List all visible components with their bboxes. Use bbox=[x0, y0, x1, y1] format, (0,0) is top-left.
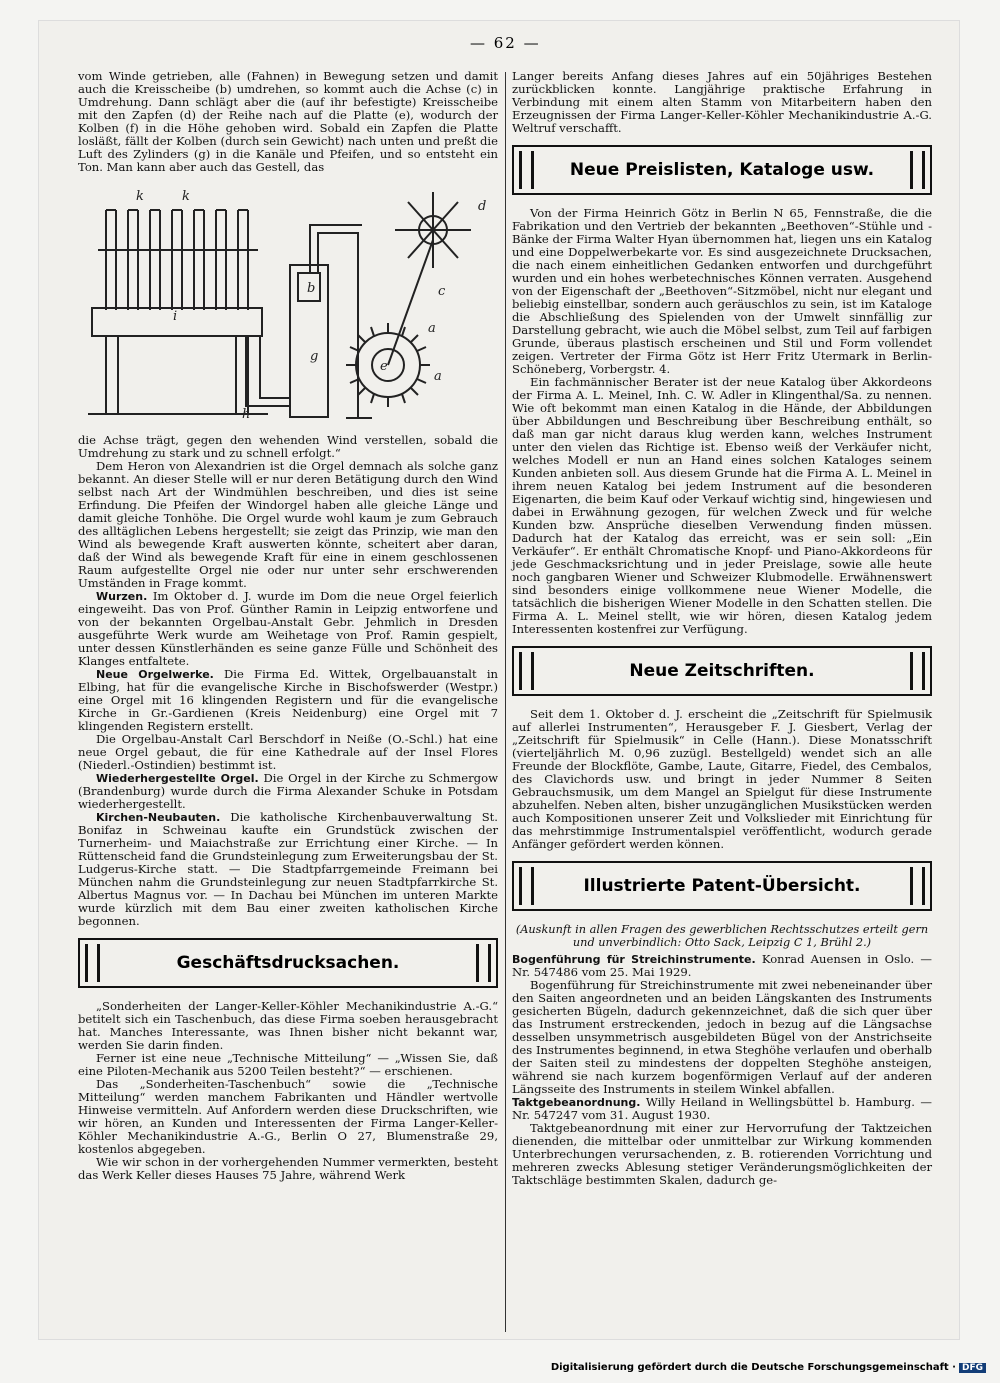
footer-credit bbox=[551, 1362, 986, 1373]
paragraph: Von der Firma Heinrich Götz in Berlin N 65, Fennstraße, die die Fabrikation und den Vertrieb der bekannten „Beethoven“-Stühle und -Bänke der Firma Walter Hyan übernommen hat, liegen uns ein Katalog und eine Doppelwerbekarte vor. Es sind ausgezeichnete Drucksachen, die nach einem einheitlichen Gedanken entworfen und durchgeführt wurden und ein hohes werbetechnisches Können verraten. Ausgehend von der Eigenschaft der „Beethoven“-Sitzmöbel, nicht nur elegant und beliebig einstellbar, sondern auch geräuschlos zu sein, ist im Kataloge die Abschließung des Spielenden von der Umwelt sinnfällig zur Darstellung gebracht, wie auch die Möbel selbst, zum Teil auf farbigen Grunde, überaus plastisch erscheinen und Stil und Form vollendet zeigen. Vertreter der Firma Götz ist Herr Fritz Utermark in Berlin-Schöneberg, Vorbergstr. 4. bbox=[512, 206, 932, 376]
paragraph-text: Die Firma Ed. Wittek, Orgelbauanstalt in Elbing, hat für die evangelische Kirche in Bischofswerder (Westpr.) eine Orgel mit 16 klingenden Registern und für die evangelische Kirche in Gr.-Gardienen (Kreis Neidenburg) eine Orgel mit 7 klingenden Registern erstellt. bbox=[78, 667, 498, 733]
paragraph-text: Die katholische Kirchenbauverwaltung St. Bonifaz in Schweinau kaufte ein Grundstück zwischen der Turnerheim- und Maiachstraße zur Errichtung einer Kirche. — In Rüttenscheid fand die Grundsteinlegung zum Erweiterungsbau der St. Ludgerus-Kirche statt. — Die Stadtpfarrgemeinde Freimann bei München nahm die Grundsteinlegung zur neuen Stadtpfarrkirche St. Albertus Magnus vor. — In Dachau bei München im unteren Markte wurde kürzlich mit dem Bau einer zweiten katholischen Kirche begonnen. bbox=[78, 810, 498, 928]
paragraph: Bogenführung für Streichinstrumente mit zwei nebeneinander über den Saiten angeordneten und an beiden Längskanten des Instruments gesicherten Bügeln, dadurch gekennzeichnet, daß die sich quer über das Instrument erstreckenden, jedoch in bezug auf die Längsachse desselben unsymmetrisch ausgebildeten Bügel von der Anstrichseite des Instrumentes beginnend, in etwa Steghöhe verlaufen und oberhalb der Saiten steil zu mindestens der doppelten Steghöhe ansteigen, während sie nach kurzem bogenförmigen Verlauf auf der anderen Längsseite des Instruments in steilem Winkel abfallen. bbox=[512, 978, 932, 1096]
section-header-box bbox=[512, 646, 932, 696]
fig-label-k1: k bbox=[136, 189, 144, 204]
dfg-logo: DFG bbox=[959, 1363, 986, 1373]
section-header-box bbox=[512, 145, 932, 195]
paragraph: Langer bereits Anfang dieses Jahres auf ein 50jähriges Bestehen zurückblicken konnte. Langjährige praktische Erfahrung in Verbindung mit einem alten Stamm von Mitarbeitern haben den Erzeugnissen der Firma Langer-Keller-Köhler Mechanikindustrie A.-G. Weltruf verschafft. bbox=[512, 69, 932, 135]
paragraph bbox=[78, 772, 498, 811]
section-title: Illustrierte Patent-Übersicht. bbox=[583, 876, 861, 896]
paragraph: Wie wir schon in der vorhergehenden Nummer vermerkten, besteht das Werk Keller dieses Hauses 75 Jahre, während Werk bbox=[78, 1155, 498, 1182]
paragraph: Taktgebeanordnung mit einer zur Hervorrufung der Taktzeichen dienenden, die mittelbar oder unmittelbar zur Wirkung kommenden Unterbrechungen verursachenden, z. B. rotierenden Vorrichtung und mehreren zwecks Ablesung stetiger Veränderungsmöglichkeiten der Taktschläge bestimmten Skalen, dadurch ge- bbox=[512, 1121, 932, 1187]
paragraph bbox=[78, 590, 498, 668]
paragraph-text: Im Oktober d. J. wurde im Dom die neue Orgel feierlich eingeweiht. Das von Prof. Günther Ramin in Leipzig entworfene und von der bekannten Orgelbau-Anstalt Gebr. Jehmlich in Dresden ausgeführte Werk wurde am Weihetage von Prof. Ramin gespielt, unter dessen Künstlerhänden es seine ganze Fülle und Schönheit des Klanges entfaltete. bbox=[78, 589, 498, 668]
run-in-heading: Kirchen-Neubauten. bbox=[96, 811, 221, 824]
paragraph: Ferner ist eine neue „Technische Mitteilung“ — „Wissen Sie, daß eine Piloten-Mechanik aus 5200 Teilen besteht?“ — erschienen. bbox=[78, 1051, 498, 1078]
paragraph: Seit dem 1. Oktober d. J. erscheint die „Zeitschrift für Spielmusik auf allerlei Instrumenten“, Herausgeber F. J. Giesbert, Verlag der „Zeitschrift für Spielmusik“ in Celle (Hann.). Diese Monatsschrift (vierteljährlich M. 0,96 zuzügl. Bestellgeld) wendet sich an alle Freunde der Blockflöte, Gambe, Laute, Gitarre, Fiedel, des Cembalos, des Clavichords usw. und bringt in jeder Nummer 8 Seiten Gebrauchsmusik, um dem Mangel an Spielgut für diese Instrumente abzuhelfen. Neben alten, bisher unzugänglichen Musikstücken werden auch Kompositionen unserer Zeit und Volkslieder mit Einrichtung für das mehrstimmige Instrumentalspiel veröffentlicht, wodurch gerade Anfänger gefördert werden können. bbox=[512, 707, 932, 851]
run-in-heading: Neue Orgelwerke. bbox=[96, 668, 214, 681]
paragraph: Die Orgelbau-Anstalt Carl Berschdorf in Neiße (O.-Schl.) hat eine neue Orgel gebaut, die für eine Kathedrale auf der Insel Flores (Niederl.-Ostindien) bestimmt ist. bbox=[78, 732, 498, 772]
section-title: Neue Zeitschriften. bbox=[629, 661, 815, 681]
paragraph: die Achse trägt, gegen den wehenden Wind verstellen, sobald die Umdrehung zu stark und zu schnell erfolgt.“ bbox=[78, 433, 498, 460]
run-in-heading: Taktgebeanordnung. bbox=[512, 1096, 641, 1109]
fig-label-i: i bbox=[173, 309, 178, 324]
footer-text: Digitalisierung gefördert durch die Deutsche Forschungsgemeinschaft · bbox=[550, 1362, 956, 1373]
patent-meta: Konrad Auensen in Oslo. — Nr. 547486 vom 25. Mai 1929. bbox=[512, 952, 932, 979]
right-column bbox=[512, 70, 932, 1187]
fig-label-h: h bbox=[242, 407, 251, 422]
fig-label-k2: k bbox=[182, 189, 190, 204]
fig-label-e: e bbox=[380, 359, 388, 374]
left-column bbox=[78, 70, 498, 1182]
section-header-box bbox=[78, 938, 498, 988]
run-in-heading: Wiederhergestellte Orgel. bbox=[96, 772, 259, 785]
paragraph-text: Die Orgel in der Kirche zu Schmergow (Brandenburg) wurde durch die Firma Alexander Schuke in Potsdam wiederhergestellt. bbox=[78, 771, 498, 811]
column-divider bbox=[505, 72, 506, 1332]
paragraph: Dem Heron von Alexandrien ist die Orgel demnach als solche ganz bekannt. An dieser Stelle will er nur deren Betätigung durch den Wind selbst nach Art der Windmühlen beschreiben, und dies ist seine Erfindung. Die Pfeifen der Windorgel haben alle gleiche Länge und damit gleiche Tonhöhe. Die Orgel wurde wohl kaum je zum Gebrauch des alltäglichen Lebens hergestellt; sie zeigt das Prinzip, wie man den Wind als bewegende Kraft auswerten könnte, scheitert aber daran, daß der Wind als bewegende Kraft für eine in einem geschlossenen Raum aufgestellte Orgel nie oder nur unter sehr erschwerenden Umständen in Frage kommt. bbox=[78, 459, 498, 590]
run-in-heading: Wurzen. bbox=[96, 590, 148, 603]
paragraph bbox=[512, 953, 932, 979]
run-in-heading: Bogenführung für Streichinstrumente. bbox=[512, 953, 756, 966]
fig-label-a1: a bbox=[428, 321, 436, 336]
section-title: Geschäftsdrucksachen. bbox=[176, 953, 400, 973]
fig-label-g: g bbox=[310, 349, 319, 364]
paragraph: Das „Sonderheiten-Taschenbuch“ sowie die „Technische Mitteilung“ werden manchem Fabrikanten und Händler wertvolle Hinweise vermitteln. Auf Anfordern werden diese Druckschriften, wie wir hören, an Kunden und Interessenten der Firma Langer-Keller-Köhler Mechanikindustrie A.-G., Berlin O 27, Blumenstraße 29, kostenlos abgegeben. bbox=[78, 1077, 498, 1156]
section-title: Neue Preislisten, Kataloge usw. bbox=[569, 160, 875, 180]
paragraph bbox=[78, 668, 498, 733]
fig-label-c: c bbox=[438, 284, 446, 299]
fig-label-b: b bbox=[307, 281, 316, 296]
section-header-box bbox=[512, 861, 932, 911]
wind-organ-illustration bbox=[78, 180, 498, 430]
paragraph: vom Winde getrieben, alle (Fahnen) in Bewegung setzen und damit auch die Kreisscheibe (b) umdrehen, so kommt auch die Achse (c) in Umdrehung. Dann schlägt aber die (auf ihr befestigte) Kreisscheibe mit den Zapfen (d) der Reihe nach auf die Platte (e), wodurch der Kolben (f) in die Höhe gehoben wird. Sobald ein Zapfen die Platte losläßt, fällt der Kolben (durch sein Gewicht) nach unten und preßt die Luft des Zylinders (g) in die Kanäle und Pfeifen, und so entsteht ein Ton. Man kann aber auch das Gestell, das bbox=[78, 69, 498, 174]
paragraph bbox=[512, 1096, 932, 1122]
paragraph: Ein fachmännischer Berater ist der neue Katalog über Akkordeons der Firma A. L. Meinel, Inh. C. W. Adler in Klingenthal/Sa. zu nennen. Wie oft bekommt man einen Katalog in die Hände, der Abbildungen über Abbildungen und Beschreibung über Beschreibung enthält, so daß man gar nicht daraus klug werden kann, welches Instrument unter den vielen das Richtige ist. Ebenso weiß der Verkäufer nicht, welches Modell er nun an Hand eines solchen Kataloges seinem Kunden anbieten soll. Aus diesem Grunde hat die Firma A. L. Meinel in ihrem neuen Katalog bei jedem Instrument auf die besonderen Eigenarten, die beim Kauf oder Verkauf wichtig sind, hingewiesen und dabei in Erwähnung gezogen, für welchen Zweck und für welche Kunden bzw. Ansprüche dieselben Verwendung finden müssen. Dadurch hat der Katalog das erreicht, was er sein soll: „Ein Verkäufer“. Er enthält Chromatische Knopf- und Piano-Akkordeons für jede Geschmacksrichtung und in jeder Preislage, sowie alle heute noch gangbaren Wiener und Schweizer Klubmodelle. Erwähnenswert sind besonders einige vollkommene neue Wiener Modelle, die tatsächlich die bisherigen Wiener Modelle in den Schatten stellen. Die Firma A. L. Meinel stellt, wie wir hören, diesen Katalog jedem Interessenten kostenfrei zur Verfügung. bbox=[512, 375, 932, 636]
fig-label-a2: a bbox=[434, 369, 442, 384]
fig-label-d: d bbox=[478, 199, 487, 214]
info-note: (Auskunft in allen Fragen des gewerblichen Rechtsschutzes erteilt gern und unverbindlich: Otto Sack, Leipzig C 1, Brühl 2.) bbox=[515, 923, 929, 949]
paragraph: „Sonderheiten der Langer-Keller-Köhler Mechanikindustrie A.-G.“ betitelt sich ein Taschenbuch, das diese Firma soeben herausgebracht hat. Manches Interessante, was Ihnen bisher nicht bekannt war, werden Sie darin finden. bbox=[78, 999, 498, 1052]
patent-meta: Willy Heiland in Wellingsbüttel b. Hamburg. — Nr. 547247 vom 31. August 1930. bbox=[512, 1095, 933, 1122]
paragraph bbox=[78, 811, 498, 928]
page-number: — 62 — bbox=[470, 34, 541, 52]
